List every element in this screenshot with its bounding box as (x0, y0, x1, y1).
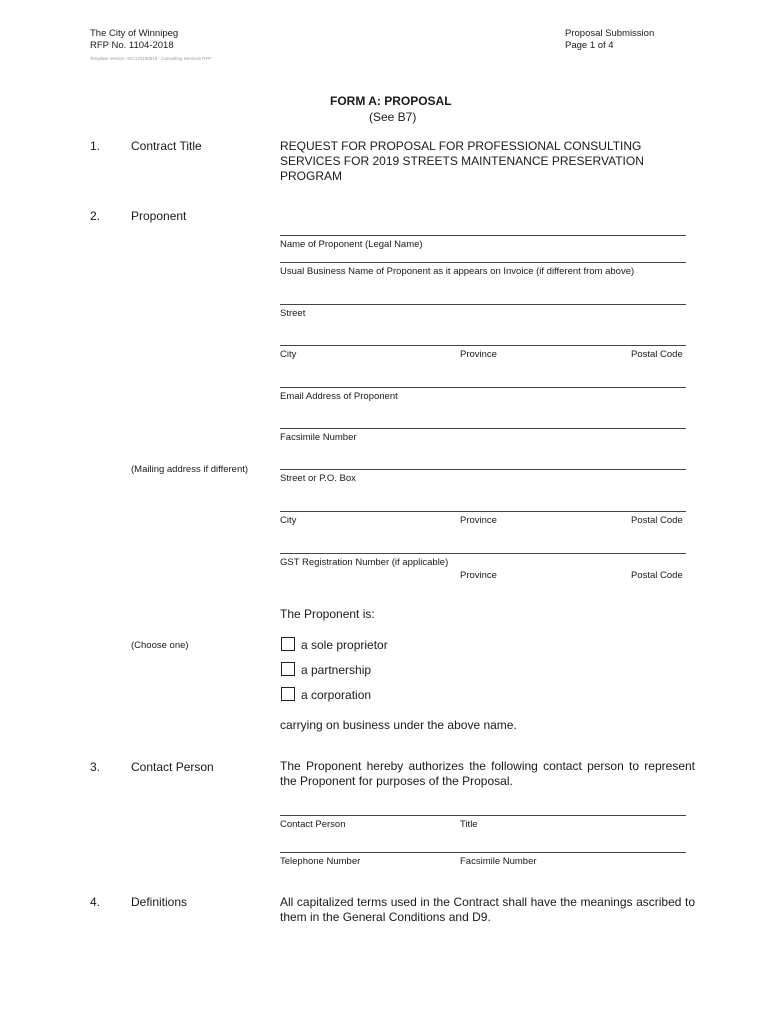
contact-fax-label: Facsimile Number (460, 856, 537, 867)
mailing-city-field[interactable] (280, 511, 686, 512)
partnership-label: a partnership (301, 663, 372, 677)
form-subtitle: (See B7) (369, 110, 417, 124)
contract-title-line-2: SERVICES FOR 2019 STREETS MAINTENANCE PRESERVATION (280, 154, 644, 168)
section-4-label: Definitions (131, 895, 188, 909)
mailing-province-label: Province (460, 515, 497, 526)
name-legal-field[interactable] (280, 235, 686, 236)
province-label: Province (460, 349, 497, 360)
contact-person-label: Contact Person (280, 819, 346, 830)
corporation-label: a corporation (301, 688, 372, 702)
contact-person-field[interactable] (280, 815, 686, 816)
form-title: FORM A: PROPOSAL (330, 94, 452, 108)
email-label: Email Address of Proponent (280, 391, 398, 402)
header-page-number: Page 1 of 4 (565, 40, 614, 51)
section-3-label: Contact Person (131, 760, 214, 774)
proponent-is-label: The Proponent is: (280, 607, 375, 621)
gst-province-label: Province (460, 570, 497, 581)
carrying-on-business-text: carrying on business under the above name. (280, 718, 517, 732)
section-3-number: 3. (90, 760, 101, 774)
street-po-field[interactable] (280, 469, 686, 470)
street-po-label: Street or P.O. Box (280, 473, 356, 484)
section-1-number: 1. (90, 139, 101, 153)
name-usual-label: Usual Business Name of Proponent as it appears on Invoice (if different from above) (280, 266, 635, 277)
contact-authorization-text: The Proponent hereby authorizes the following contact person to represent the Proponent for purposes of the Proposal. (280, 759, 695, 788)
fax-field[interactable] (280, 428, 686, 429)
street-label: Street (280, 308, 306, 319)
definitions-text: All capitalized terms used in the Contract shall have the meanings ascribed to them in the General Conditions and D9. (280, 895, 695, 924)
fax-label: Facsimile Number (280, 432, 357, 443)
section-2-label: Proponent (131, 209, 187, 223)
mailing-city-label: City (280, 515, 297, 526)
name-usual-field[interactable] (280, 262, 686, 263)
postal-code-label: Postal Code (631, 349, 683, 360)
mailing-postal-code-label: Postal Code (631, 515, 683, 526)
choose-one-note: (Choose one) (131, 640, 189, 651)
gst-label: GST Registration Number (if applicable) (280, 557, 449, 568)
contract-title-line-1: REQUEST FOR PROPOSAL FOR PROFESSIONAL CONSULTING (280, 139, 642, 153)
contract-title-line-3: PROGRAM (280, 169, 343, 183)
telephone-fax-field[interactable] (280, 852, 686, 853)
section-4-number: 4. (90, 895, 101, 909)
sole-proprietor-label: a sole proprietor (301, 638, 388, 652)
email-field[interactable] (280, 387, 686, 388)
section-1-label: Contract Title (131, 139, 202, 153)
city-label: City (280, 349, 297, 360)
contact-title-label: Title (460, 819, 478, 830)
mailing-address-note: (Mailing address if different) (131, 464, 249, 475)
sole-proprietor-checkbox[interactable] (281, 637, 295, 651)
gst-postal-code-label: Postal Code (631, 570, 683, 581)
gst-field[interactable] (280, 553, 686, 554)
street-field[interactable] (280, 304, 686, 305)
header-template-version: Template Version: SrC120180815 - Consulting Services RFP (90, 56, 212, 61)
header-rfp-number: RFP No. 1104-2018 (90, 40, 174, 51)
corporation-checkbox[interactable] (281, 687, 295, 701)
name-legal-label: Name of Proponent (Legal Name) (280, 239, 423, 250)
city-province-postal-field[interactable] (280, 345, 686, 346)
header-submission: Proposal Submission (565, 28, 655, 39)
partnership-checkbox[interactable] (281, 662, 295, 676)
section-2-number: 2. (90, 209, 101, 223)
telephone-label: Telephone Number (280, 856, 361, 867)
header-org: The City of Winnipeg (90, 28, 179, 39)
